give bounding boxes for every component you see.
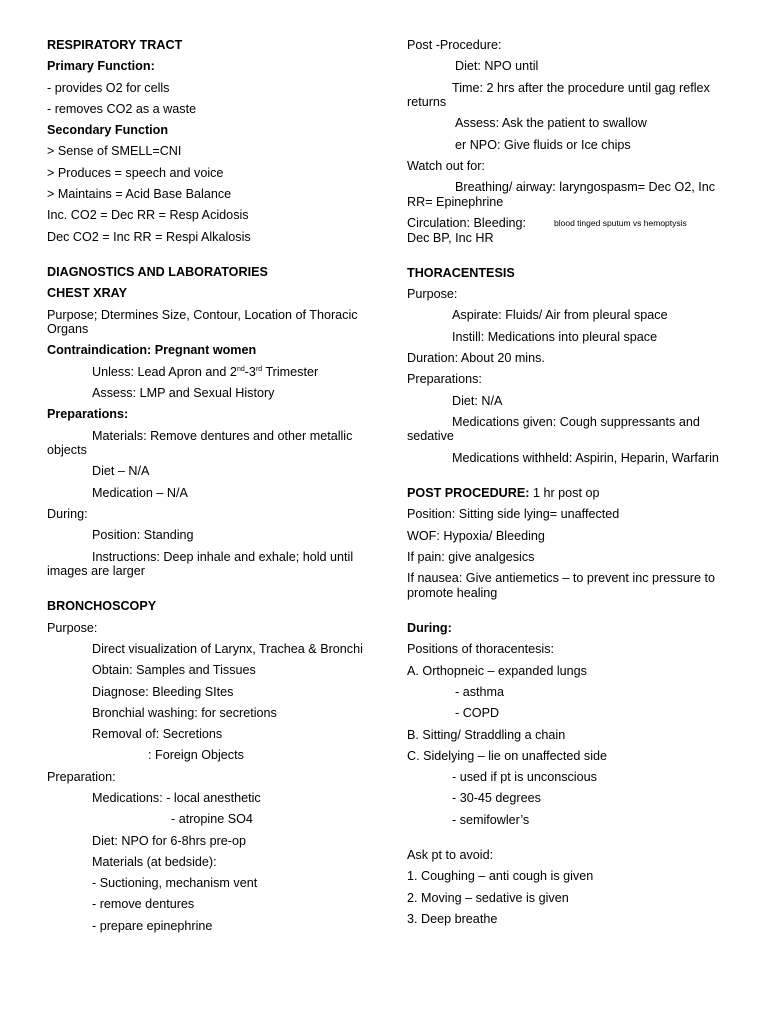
washing-line: Bronchial washing: for secretions [92,705,277,720]
primary-function-item: - provides O2 for cells [47,80,170,95]
position-line: Position: Standing [92,528,194,543]
meds-withheld-line: Medications withheld: Aspirin, Heparin, Warfarin [452,450,719,465]
right-column [407,38,729,933]
circulation-vitals: Dec BP, Inc HR [407,230,494,245]
avoid-item: 1. Coughing – anti cough is given [407,869,594,884]
materials-bedside: Materials (at bedside): [92,854,217,869]
circulation-label: Circulation: Bleeding: [407,216,527,231]
diagnose-line: Diagnose: Bleeding SItes [92,684,234,699]
chest-xray-heading: CHEST XRAY [47,286,128,301]
circulation-note: blood tinged sputum vs hemoptysis [554,218,687,229]
during-heading: During: [407,621,452,636]
secondary-function-item: > Sense of SMELL=CNI [47,144,182,159]
if-nausea-line: If nausea: Give antiemetics – to prevent inc pressure to promote healing [407,571,716,600]
post-procedure-heading: Post -Procedure: [407,38,502,52]
preparations-heading: Preparations: [47,407,129,422]
epinephrine-line: - prepare epinephrine [92,918,213,933]
medications-local: Medications: - local anesthetic [92,791,261,805]
left-column [47,38,369,940]
thora-preparations: Preparations: [407,372,482,387]
obtain-line: Obtain: Samples and Tissues [92,663,256,678]
time-line: Time: 2 hrs after the procedure until gag reflex returns [407,80,710,110]
thora-purpose: Purpose: [407,287,458,302]
preparation-heading: Preparation: [47,769,116,784]
medication-line: Medication – N/A [92,485,188,500]
diet-na-line: Diet: N/A [452,393,503,408]
section-title-bronchoscopy: BRONCHOSCOPY [47,599,157,614]
meds-given-line: Medications given: Cough suppressants and sedative [407,414,700,444]
breathing-line: Breathing/ airway: laryngospasm= Dec O2, Inc RR= Epinephrine [407,180,716,209]
assess-swallow: Assess: Ask the patient to swallow [455,116,647,131]
aspirate-line: Aspirate: Fluids/ Air from pleural space [452,308,668,323]
watch-out-heading: Watch out for: [407,158,485,173]
diet-line: Diet – N/A [92,464,150,479]
duration-line: Duration: About 20 mins. [407,351,545,366]
removal-line: Removal of: Secretions [92,727,223,742]
sidelying-line: C. Sidelying – lie on unaffected side [407,748,607,763]
assess-lmp: Assess: LMP and Sexual History [92,385,275,400]
secondary-function-item: > Maintains = Acid Base Balance [47,187,232,202]
secondary-function-item: Dec CO2 = Inc RR = Respi Alkalosis [47,229,251,244]
position-side-line: Position: Sitting side lying= unaffected [407,507,620,522]
positions-of-line: Positions of thoracentesis: [407,642,555,657]
broncho-purpose: Purpose: [47,620,98,635]
unconscious-line: - used if pt is unconscious [452,770,597,785]
foreign-objects-line: : Foreign Objects [148,748,244,763]
sitting-line: B. Sitting/ Straddling a chain [407,727,566,742]
instill-line: Instill: Medications into pleural space [452,329,658,344]
section-title-diagnostics: DIAGNOSTICS AND LABORATORIES [47,264,268,279]
avoid-item: 3. Deep breathe [407,911,498,926]
if-pain-line: If pain: give analgesics [407,549,535,564]
section-title-thoracentesis: THORACENTESIS [407,265,515,280]
primary-function-item: - removes CO2 as a waste [47,101,197,116]
remove-dentures-line: - remove dentures [92,897,195,912]
er-npo-line: er NPO: Give fluids or Ice chips [455,137,631,152]
primary-function-heading: Primary Function: [47,59,155,74]
copd-line: - COPD [455,706,500,721]
asthma-line: - asthma [455,684,504,699]
suction-line: - Suctioning, mechanism vent [92,876,258,891]
section-title-respiratory: RESPIRATORY TRACT [47,38,183,52]
diet-npo-until: Diet: NPO until [455,59,539,74]
unless-line: Unless: Lead Apron and 2nd-3rd Trimester [92,364,319,379]
semifowler-line: - semifowler’s [452,812,530,827]
circulation-line [407,216,729,245]
degrees-line: - 30-45 degrees [452,791,541,806]
medications-atropine: - atropine SO4 [171,812,253,827]
diet-npo-line: Diet: NPO for 6-8hrs pre-op [92,833,246,848]
materials-line: Materials: Remove dentures and other metallic objects [47,428,353,458]
secondary-function-heading: Secondary Function [47,123,169,138]
orthopneic-line: A. Orthopneic – expanded lungs [407,663,587,678]
during-heading: During: [47,506,88,521]
contraindication: Contraindication: Pregnant women [47,343,257,358]
xray-purpose: Purpose; Dtermines Size, Contour, Location of Thoracic Organs [47,307,358,337]
post-procedure-value: 1 hr post op [529,486,600,501]
secondary-function-item: Inc. CO2 = Dec RR = Resp Acidosis [47,208,249,223]
ask-avoid-heading: Ask pt to avoid: [407,848,494,862]
instructions-line: Instructions: Deep inhale and exhale; hold until images are larger [47,549,354,579]
post-procedure-line [407,486,729,501]
post-procedure-label: POST PROCEDURE: [407,486,530,501]
secondary-function-item: > Produces = speech and voice [47,165,224,180]
direct-visualization: Direct visualization of Larynx, Trachea & Bronchi [92,641,363,656]
avoid-item: 2. Moving – sedative is given [407,890,569,905]
wof-line: WOF: Hypoxia/ Bleeding [407,528,545,543]
